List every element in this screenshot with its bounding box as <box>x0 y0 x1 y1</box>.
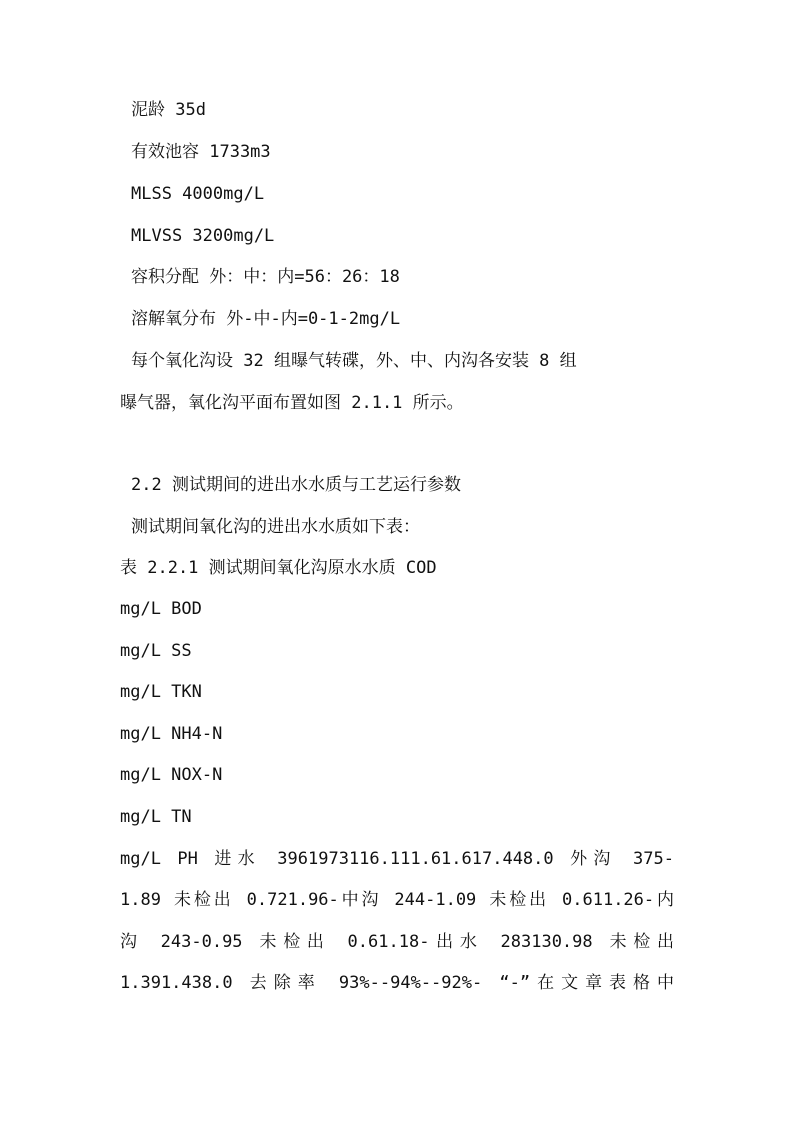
effective-volume-line: 有效池容 1733m3 <box>131 142 271 162</box>
table-line: mg/L SS <box>120 641 192 661</box>
table-data-line-4: 1.391.438.0 去除率 93%--94%--92%- “-”在文章表格中 <box>120 973 674 993</box>
table-data-line-1: mg/L PH 进水 3961973116.111.61.617.448.0 外沟 375- <box>120 849 674 869</box>
table-data-line-3: 沟 243-0.95 未检出 0.61.18-出水 283130.98 未检出 <box>120 932 674 952</box>
table-caption: 表 2.2.1 测试期间氧化沟原水水质 COD <box>120 558 437 578</box>
table-line: mg/L BOD <box>120 599 202 619</box>
section-heading: 2.2 测试期间的进出水水质与工艺运行参数 <box>131 475 461 495</box>
table-line: mg/L TN <box>120 807 192 827</box>
sludge-age-line: 泥龄 35d <box>131 100 206 120</box>
section-intro: 测试期间氧化沟的进出水水质如下表： <box>131 517 420 537</box>
table-line: mg/L NOX-N <box>120 765 223 785</box>
aeration-paragraph-line-2: 曝气器，氧化沟平面布置如图 2.1.1 所示。 <box>120 393 464 413</box>
table-line: mg/L TKN <box>120 682 202 702</box>
mlvss-line: MLVSS 3200mg/L <box>131 226 275 246</box>
table-line: mg/L NH4-N <box>120 724 223 744</box>
volume-distribution-line: 容积分配 外：中：内=56：26：18 <box>131 267 400 287</box>
table-data-line-2: 1.89 未检出 0.721.96-中沟 244-1.09 未检出 0.611.26-内 <box>120 890 674 910</box>
do-distribution-line: 溶解氧分布 外-中-内=0-1-2mg/L <box>131 309 401 329</box>
aeration-paragraph-line-1: 每个氧化沟设 32 组曝气转碟，外、中、内沟各安装 8 组 <box>131 351 577 371</box>
mlss-line: MLSS 4000mg/L <box>131 184 265 204</box>
